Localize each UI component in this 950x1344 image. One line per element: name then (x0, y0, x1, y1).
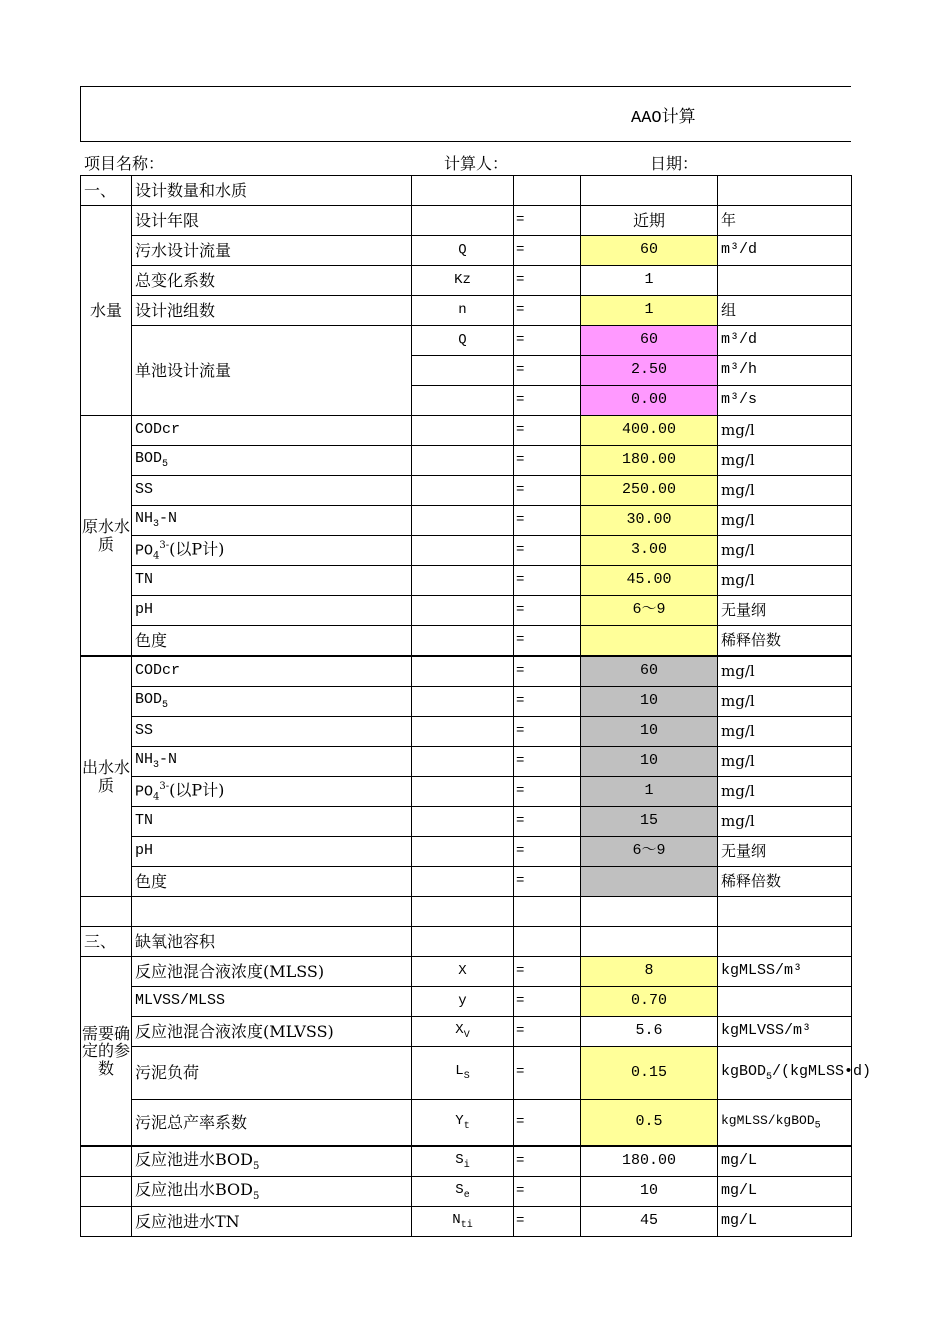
input-cell[interactable]: 0.15 (581, 1047, 718, 1100)
table-row: TN = 15 mg/l (81, 807, 852, 837)
row-label: $NH_3-N$ (132, 747, 412, 777)
input-cell[interactable]: 250.00 (581, 476, 718, 506)
row-label: $BOD_5$ (132, 446, 412, 476)
symbol: y (412, 987, 514, 1017)
project-name-label: 项目名称： (84, 154, 165, 173)
standard-cell[interactable]: 10 (581, 747, 718, 777)
row-label: 污水设计流量 (132, 236, 412, 266)
input-cell[interactable]: 180.00 (581, 446, 718, 476)
input-cell[interactable]: 1 (581, 296, 718, 326)
unit: mg/l (718, 656, 852, 687)
row-label: 反应池混合液浓度(MLSS) (132, 957, 412, 987)
computed-cell[interactable]: 5.6 (581, 1017, 718, 1047)
table-row: 污水设计流量 Q = 60 m³/d (81, 236, 852, 266)
table-row: = 0.00 m³/s (81, 386, 852, 416)
unit: mg/L (718, 1207, 852, 1237)
unit: mg/l (718, 687, 852, 717)
unit: 稀释倍数 (718, 867, 852, 897)
unit: mg/l (718, 807, 852, 837)
standard-cell[interactable]: 10 (581, 687, 718, 717)
unit: m³/s (718, 386, 852, 416)
symbol: Q (412, 236, 514, 266)
symbol: Q (412, 326, 514, 356)
group-water-quantity: 水量 (81, 206, 132, 416)
row-label: 设计年限 (132, 206, 412, 236)
input-cell[interactable]: 0.5 (581, 1100, 718, 1147)
row-label: 污泥负荷 (132, 1047, 412, 1100)
group-parameters: 需要确定的参数 (81, 957, 132, 1147)
table-row: 原水水质 CODcr = 400.00 mg/l (81, 416, 852, 446)
input-cell[interactable]: 8 (581, 957, 718, 987)
unit: mg/l (718, 777, 852, 807)
unit: kgMLSS/kgBOD$_5$ (718, 1100, 852, 1147)
sheet-title: AAO计算 (631, 109, 696, 128)
input-cell[interactable] (581, 626, 718, 657)
table-row: TN = 45.00 mg/l (81, 566, 852, 596)
unit: 无量纲 (718, 837, 852, 867)
input-cell[interactable]: 0.70 (581, 987, 718, 1017)
unit: mg/l (718, 536, 852, 566)
row-label: CODcr (132, 656, 412, 687)
table-row: 色度 = 稀释倍数 (81, 626, 852, 657)
table-row: pH = 6～9 无量纲 (81, 837, 852, 867)
row-label: SS (132, 476, 412, 506)
group-effluent-water: 出水水质 (81, 656, 132, 897)
unit: mg/l (718, 446, 852, 476)
table-row: SS = 250.00 mg/l (81, 476, 852, 506)
input-cell[interactable]: 60 (581, 236, 718, 266)
table-row: 反应池混合液浓度(MLVSS) $X_V$ = 5.6 kgMLVSS/m³ (81, 1017, 852, 1047)
symbol: $X_V$ (412, 1017, 514, 1047)
table-row: 色度 = 稀释倍数 (81, 867, 852, 897)
table-row: 反应池进水TN $N_{ti}$ = 45 mg/L (81, 1207, 852, 1237)
table-row: = 2.50 m³/h (81, 356, 852, 386)
row-label: TN (132, 566, 412, 596)
section-label: 设计数量和水质 (132, 176, 412, 206)
spreadsheet (80, 86, 872, 1237)
row-label: CODcr (132, 416, 412, 446)
section-row (81, 927, 852, 957)
calculator-label: 计算人： (444, 154, 509, 173)
input-cell[interactable]: 45.00 (581, 566, 718, 596)
symbol: n (412, 296, 514, 326)
computed-cell[interactable]: 45 (581, 1207, 718, 1237)
title-box (80, 86, 851, 142)
row-label: $PO_4^{3-}$(以P计) (132, 777, 412, 807)
unit: mg/l (718, 476, 852, 506)
row-label: pH (132, 596, 412, 626)
section-number: 三、 (81, 927, 132, 957)
unit: m³/d (718, 236, 852, 266)
row-label: 反应池混合液浓度(MLVSS) (132, 1017, 412, 1047)
row-label: SS (132, 717, 412, 747)
unit: kgMLVSS/m³ (718, 1017, 852, 1047)
row-label: $BOD_5$ (132, 687, 412, 717)
symbol: X (412, 957, 514, 987)
table-row: 设计池组数 n = 1 组 (81, 296, 852, 326)
computed-cell[interactable]: 0.00 (581, 386, 718, 416)
standard-cell[interactable] (581, 867, 718, 897)
row-label: 反应池进水$BOD_5$ (132, 1146, 412, 1177)
row-label: 单池设计流量 (132, 326, 412, 416)
table-row: 需要确定的参数 反应池混合液浓度(MLSS) X = 8 kgMLSS/m³ (81, 957, 852, 987)
row-label: 反应池出水$BOD_5$ (132, 1177, 412, 1207)
row-label: $PO_4^{3-}$(以P计) (132, 536, 412, 566)
table-row: 污泥总产率系数 $Y_t$ = 0.5 kgMLSS/kgBOD$_5$ (81, 1100, 852, 1147)
unit: mg/L (718, 1177, 852, 1207)
unit: mg/l (718, 416, 852, 446)
row-label: $NH_3-N$ (132, 506, 412, 536)
table-row: SS = 10 mg/l (81, 717, 852, 747)
computed-cell[interactable]: 2.50 (581, 356, 718, 386)
unit: mg/l (718, 566, 852, 596)
calc-table (80, 175, 872, 1237)
table-row: 污泥负荷 $L_S$ = 0.15 kgBOD$_5$/(kgMLSS•d) (81, 1047, 852, 1100)
symbol: $Y_t$ (412, 1100, 514, 1147)
standard-cell[interactable]: 6～9 (581, 837, 718, 867)
table-row: $BOD_5$ = 10 mg/l (81, 687, 852, 717)
cell-value[interactable]: 1 (581, 266, 718, 296)
row-label: 色度 (132, 867, 412, 897)
standard-cell[interactable]: 10 (581, 717, 718, 747)
unit: 组 (718, 296, 852, 326)
standard-cell[interactable]: 15 (581, 807, 718, 837)
unit: mg/l (718, 506, 852, 536)
cell-value[interactable]: 近期 (581, 206, 718, 236)
table-row: $PO_4^{3-}$(以P计) = 3.00 mg/l (81, 536, 852, 566)
table-row: $NH_3-N$ = 30.00 mg/l (81, 506, 852, 536)
unit: mg/l (718, 747, 852, 777)
row-label: MLVSS/MLSS (132, 987, 412, 1017)
input-cell[interactable]: 30.00 (581, 506, 718, 536)
row-label: pH (132, 837, 412, 867)
unit: kgMLSS/m³ (718, 957, 852, 987)
computed-cell[interactable]: 10 (581, 1177, 718, 1207)
blank-row (81, 897, 852, 927)
symbol: $S_e$ (412, 1177, 514, 1207)
date-label: 日期： (650, 154, 699, 173)
table-row: 出水水质 CODcr = 60 mg/l (81, 656, 852, 687)
row-label: 色度 (132, 626, 412, 657)
section-number: 一、 (81, 176, 132, 206)
symbol: $N_{ti}$ (412, 1207, 514, 1237)
meta-row (80, 142, 851, 175)
standard-cell[interactable]: 60 (581, 656, 718, 687)
table-row: $BOD_5$ = 180.00 mg/l (81, 446, 852, 476)
table-row: $NH_3-N$ = 10 mg/l (81, 747, 852, 777)
unit: m³/h (718, 356, 852, 386)
table-row: MLVSS/MLSS y = 0.70 (81, 987, 852, 1017)
row-label: 反应池进水TN (132, 1207, 412, 1237)
table-row: 水量 设计年限 = 近期 年 (81, 206, 852, 236)
input-cell[interactable]: 3.00 (581, 536, 718, 566)
symbol: $L_S$ (412, 1047, 514, 1100)
unit: 稀释倍数 (718, 626, 852, 657)
row-label: TN (132, 807, 412, 837)
table-row: $PO_4^{3-}$(以P计) = 1 mg/l (81, 777, 852, 807)
section-row (81, 176, 852, 206)
row-label: 总变化系数 (132, 266, 412, 296)
table-row: 反应池出水$BOD_5$ $S_e$ = 10 mg/L (81, 1177, 852, 1207)
input-cell[interactable]: 400.00 (581, 416, 718, 446)
group-raw-water: 原水水质 (81, 416, 132, 657)
unit: mg/L (718, 1146, 852, 1177)
unit: mg/l (718, 717, 852, 747)
row-label: 设计池组数 (132, 296, 412, 326)
row-label: 污泥总产率系数 (132, 1100, 412, 1147)
unit: m³/d (718, 326, 852, 356)
computed-cell[interactable]: 60 (581, 326, 718, 356)
unit: 年 (718, 206, 852, 236)
table-row: 反应池进水$BOD_5$ $S_i$ = 180.00 mg/L (81, 1146, 852, 1177)
table-row: 单池设计流量 Q = 60 m³/d (81, 326, 852, 356)
table-row: 总变化系数 Kz = 1 (81, 266, 852, 296)
unit: kgBOD$_5$/(kgMLSS•d) (718, 1047, 852, 1100)
table-row: pH = 6～9 无量纲 (81, 596, 852, 626)
symbol: $S_i$ (412, 1146, 514, 1177)
unit: 无量纲 (718, 596, 852, 626)
input-cell[interactable]: 6～9 (581, 596, 718, 626)
computed-cell[interactable]: 180.00 (581, 1146, 718, 1177)
section-label: 缺氧池容积 (132, 927, 412, 957)
symbol: Kz (412, 266, 514, 296)
standard-cell[interactable]: 1 (581, 777, 718, 807)
